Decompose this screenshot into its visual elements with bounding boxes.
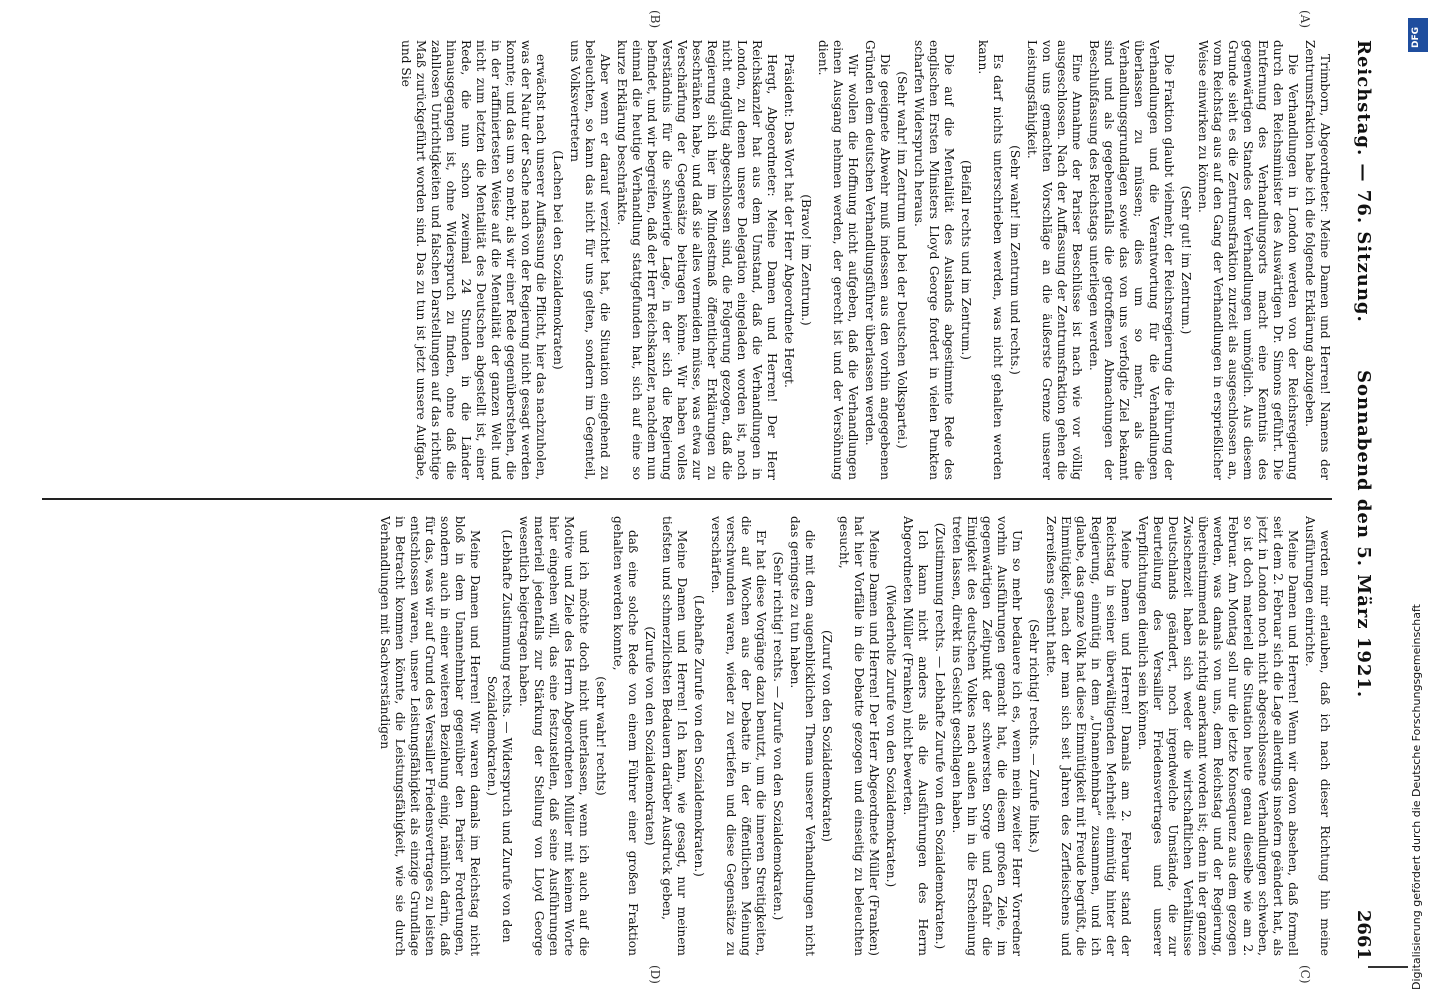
right-column-paragraph: daß eine solche Rede von einem Führer einer großen Fraktion gehalten werden konnte,	[611, 516, 640, 956]
right-column-paragraph: (Lebhafte Zustimmung rechts. — Widerspruch und Zurufe von den Sozialdemokraten.)	[485, 529, 514, 943]
right-column-paragraph: (Lebhafte Zurufe von den Sozialdemokraten.)	[692, 595, 706, 877]
right-column-paragraph: (Sehr richtig! rechts. — Zurufe von den Sozialdemokraten.)	[771, 551, 785, 921]
left-column-paragraph: Wir wollen die Hoffnung nicht aufgeben, daß die Verhandlungen einen Ausgang nehmen werden, der gerecht ist und der Versöhnung dient.	[816, 40, 860, 480]
right-column-paragraph: (Zustimmung rechts. — Lebhafte Zurufe von den Sozialdemokraten.)	[933, 522, 947, 950]
header-date: Sonnabend den 5. März 1921.	[1353, 370, 1374, 699]
right-column-paragraph: Er hat diese Vorgänge dazu benutzt, um die inneren Streitigkeiten, die auf Wochen aus der Debatte in der öffentlichen Meinung verschwunden waren, wieder zu vertiefen und diese Gegensätze zu verschärfen.	[709, 516, 768, 956]
right-column-paragraph: Ich kann nicht anders als die Ausführungen des Herrn Abgeordneten Müller (Franken) nicht bewerten.	[901, 516, 930, 956]
scan-edge-mark	[1368, 966, 1408, 968]
left-column-paragraph: Trimborn, Abgeordneter: Meine Damen und Herren! Namens der Zentrumsfraktion habe ich die folgende Erklärung abzugeben.	[1303, 40, 1332, 480]
digitization-sidebar	[1408, 10, 1428, 990]
rotated-sheet	[32, 10, 1382, 984]
left-column-paragraph: (Lachen bei den Sozialdemokraten)	[551, 150, 565, 370]
left-column	[42, 40, 1332, 480]
left-column-paragraph: Hergt, Abgeordneter: Meine Damen und Herren! Der Herr Reichskanzler hat aus dem Umstand, daß die Verhandlungen in London, zu denen unsere Delegation eingeladen worden ist, noch nicht endgültig abgeschlossen sind, die Folgerung gezogen, daß die Regierung sich hier im Mindestmaß öffentlicher Erklärungen zu beschränken habe, und daß sie alles vermeiden müsse, was etwa zur Verschärfung der Gegensätze beitragen könne. Wir haben volles Verständnis für die schwierige Lage, in der sich die Regierung befindet, und wir begreifen, daß der Herr Reichskanzler, nachdem nun einmal die heutige Verhandlung stattgefunden hat, sich auf eine so kurze Erklärung beschränkte.	[615, 40, 779, 480]
margin-marker-a: (A)	[1298, 10, 1312, 29]
right-column-paragraph: Meine Damen und Herren! Wenn wir davon absehen, daß formell seit dem 2. Februar sich die Lage allerdings insofern geändert hat, als jetzt in London noch nicht abgeschlossene Verhandlungen schweben, so ist doch materiell die Situation heute genau dieselbe wie am 2. Februar. Am Montag soll nur die letzte Konsequenz aus dem gezogen werden, was damals von uns, dem Reichstag und der Regierung, übereinstimmend als richtig anerkannt worden ist; denn in der ganzen Zwischenzeit haben sich weder die wirtschaftlichen Verhältnisse Deutschlands geändert, noch irgendwelche Umstände, die zur Beurteilung des Versailler Friedensvertrages und unserer Verpflichtungen dienlich sein können.	[1136, 516, 1300, 956]
left-column-paragraph: Aber wenn er darauf verzichtet hat, die Situation eingehend zu beleuchten, so kann das nicht für uns gelten, sondern im Gegenteil, uns Volksvertretern	[568, 40, 612, 480]
left-column-paragraph: Die Fraktion glaubt vielmehr, der Reichsregierung die Führung der Verhandlungen und die Verantwortung für die Verhandlungen überlassen zu müssen; dies um so mehr, als die Verhandlungsgrundlagen sowie das von uns verfolgte Ziel bekannt sind und als gegebenenfalls die getroffenen Abmachungen der Beschlußfassung des Reichstags unterliegen werden.	[1087, 40, 1176, 480]
right-column-paragraph: werden mir erlauben, daß ich nach dieser Richtung hin meine Ausführungen einrichte.	[1303, 516, 1332, 956]
page-number: 2661	[1353, 909, 1374, 960]
left-column-paragraph: Die auf die Mentalität des Auslands abgestimmte Rede des englischen Ersten Ministers Lloyd George fordert in vielen Punkten scharfen Widerspruch heraus.	[912, 40, 956, 480]
left-column-paragraph: (Beifall rechts und im Zentrum.)	[959, 160, 973, 360]
page-header	[1342, 40, 1382, 960]
left-column-paragraph: Die Verhandlungen in London werden von der Reichsregierung durch den Reichsminister des Auswärtigen Dr. Simons geführt. Die Entfernung des Verhandlungsorts macht eine Kenntnis des gegenwärtigen Standes der Verhandlungen unmöglich. Aus diesem Grunde sieht es die Zentrumsfraktion zurzeit als ausgeschlossen an, vom Reichstag aus auf den Gang der Verhandlungen in ersprießlicher Weise einwirken zu können.	[1196, 40, 1300, 480]
left-column-paragraph: Präsident: Das Wort hat der Herr Abgeordnete Hergt.	[782, 54, 796, 388]
left-column-paragraph: Eine Annahme der Pariser Beschlüsse ist nach wie vor völlig ausgeschlossen. Nach der Auffassung der Zentrumsfraktion gehen die von uns gemachten Vorschläge an die äußerste Grenze unserer Leistungsfähigkeit.	[1025, 40, 1084, 480]
right-column-paragraph: und ich möchte doch nicht unterlassen, wenn ich auch auf die Motive und Ziele des Herrn Abgeordneten Müller mit keinem Worte hier eingehen will, das eine festzustellen, daß seine Ausführungen materiell jedenfalls zur Stärkung der Stellung von Lloyd George wesentlich beigetragen haben.	[517, 516, 591, 956]
right-column-paragraph: Meine Damen und Herren! Wir waren damals im Reichstag nicht bloß in dem Unannehmbar gegenüber den Pariser Forderungen, sondern auch in einer weiteren Beziehung einig, nämlich darin, daß für das, was wir auf Grund des Versailler Friedensvertrages zu leisten entschlossen waren, unsere Leistungsfähigkeit als einzige Grundlage in Betracht kommen könnte, die Leistungsfähigkeit, wie sie durch Verhandlungen mit Sachverständigen	[378, 516, 482, 956]
margin-marker-d: (D)	[648, 965, 662, 984]
margin-marker-b: (B)	[648, 10, 662, 29]
header-left: Reichstag. — 76. Sitzung.	[1353, 40, 1374, 323]
left-column-paragraph: (Sehr wahr! im Zentrum und bei der Deutschen Volkspartei.)	[895, 71, 909, 449]
left-column-paragraph: (Bravo! im Zentrum.)	[799, 194, 813, 326]
right-column-paragraph: Meine Damen und Herren! Der Herr Abgeordnete Müller (Franken) hat hier Vorfälle in die Debatte gezogen und einseitig zu beleuchten gesucht,	[837, 516, 881, 956]
dfg-logo: DFG	[1408, 18, 1428, 52]
left-column-paragraph: Es darf nichts unterschrieben werden, was nicht gehalten werden kann.	[976, 40, 1005, 480]
left-column-paragraph: erwächst nach unserer Auffassung die Pflicht, hier das nachzuholen, was der Natur der Sache nach von der Regierung nicht gesagt werden konnte; und das um so mehr, als wir einer Rede gegenüberstehen, die in der raffiniertesten Weise auf die Mentalität der ganzen Welt und nicht zum letzten die Mentalität des Deutschen abgestellt ist, einer Rede, die nun schon zweimal 24 Stunden in die Länder hinausgegangen ist, ohne Widerspruch zu finden, ohne daß die zahllosen Unrichtigkeiten und falschen Darstellungen auf das richtige Maß zurückgeführt worden sind. Das zu tun ist jetzt unsere Aufgabe, und Sie	[399, 40, 548, 480]
right-column	[42, 516, 1332, 956]
margin-marker-c: (C)	[1298, 965, 1312, 984]
right-column-paragraph: Um so mehr bedauere ich es, wenn mein zweiter Herr Vorredner vorhin Ausführungen gemacht hat, die diesem großen Ziele, im gegenwärtigen Zeitpunkt der schwersten Sorge und Gefahr die Einigkeit des deutschen Volkes nach außen hin in die Erscheinung treten lassen, direkt ins Gesicht geschlagen haben.	[950, 516, 1024, 956]
column-divider	[42, 498, 1332, 500]
left-column-paragraph: (Sehr gut! im Zentrum.)	[1179, 185, 1193, 335]
right-column-paragraph: Meine Damen und Herren! Ich kann, wie gesagt, nur meinem tiefsten und schmerzlichsten Bedauern darüber Ausdruck geben,	[660, 516, 689, 956]
left-column-paragraph: Die geeignete Abwehr muß indessen aus den vorhin angegebenen Gründen dem deutschen Verhandlungsführer überlassen werden.	[863, 40, 892, 480]
digitization-credit: Digitalisierung gefördert durch die Deutsche Forschungsgemeinschaft	[1410, 604, 1423, 990]
right-column-paragraph: (Zurufe von den Sozialdemokraten)	[643, 626, 657, 846]
right-column-paragraph: die mit dem augenblicklichen Thema unserer Verhandlungen nicht das geringste zu tun haben.	[788, 516, 817, 956]
right-column-paragraph: (Sehr richtig! rechts. — Zurufe links.)	[1027, 619, 1041, 853]
right-column-paragraph: (Wiederholte Zurufe von den Sozialdemokraten.)	[884, 584, 898, 888]
right-column-paragraph: Meine Damen und Herren! Damals am 2. Februar stand der Reichstag in seiner überwältigenden Mehrheit einmütig hinter der Regierung, einmütig in dem „Unannehmbar“ zusammen, und ich glaube, das ganze Volk hat diese Einmütigkeit mit Freude begrüßt, die Einmütigkeit, nach der man sich seit Jahren des Zerfleischens und Zerreißens gesehnt hatte.	[1044, 516, 1133, 956]
right-column-paragraph: (sehr wahr! rechts)	[594, 676, 608, 796]
right-column-paragraph: (Zuruf von den Sozialdemokraten)	[820, 629, 834, 843]
left-column-paragraph: (Sehr wahr! im Zentrum und rechts.)	[1008, 145, 1022, 375]
